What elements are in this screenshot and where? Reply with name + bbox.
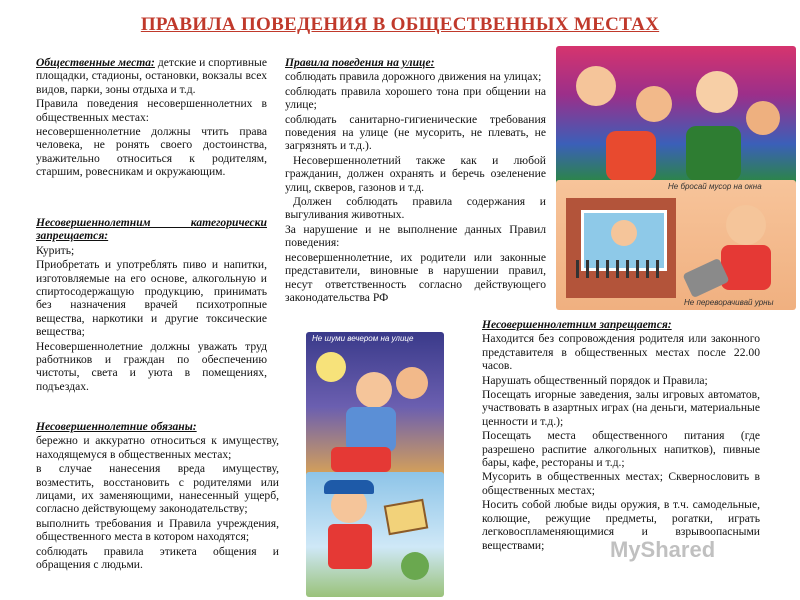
street-rules-heading: Правила поведения на улице:	[285, 56, 435, 69]
caption-trash: Не бросай мусор на окна	[668, 182, 762, 191]
rules-intro: Правила поведения несовершеннолетних в общественных местах:	[36, 97, 267, 124]
prohibition-item: Мусорить в общественных местах; Сквернословить в общественных местах;	[482, 470, 760, 497]
forbidden-section	[36, 216, 267, 394]
forbidden-item: Приобретать и употреблять пиво и напитки, изготовляемые на его основе, алкогольную и спиртосодержащую продукцию, принимать без назначения врачей психотропные вещества, наркотики и другие токсические вещества;	[36, 258, 267, 339]
boy-illustration	[306, 472, 444, 597]
caption-urns: Не переворачивай урны	[684, 298, 774, 307]
public-places-text: детские и спортивные площадки, стадионы, остановки, вокзалы всех видов, парки, зоны отдыха и т.д.	[36, 56, 267, 96]
caption-noise: Не шуми вечером на улице	[312, 334, 414, 343]
duty-item: соблюдать правила этикета общения и обращения с людьми.	[36, 544, 279, 572]
prohibition-item: Находится без сопровождения родителя или законного представителя в общественных местах после 22.00 часов.	[482, 332, 760, 373]
street-rule: Несовершеннолетний также как и любой гражданин, должен охранять и беречь озеленение улиц, скверов, газонов и т.д.	[285, 153, 546, 194]
window-illustration	[556, 180, 796, 310]
street-rule: соблюдать правила дорожного движения на улицах;	[285, 70, 542, 84]
crowd-illustration	[556, 46, 796, 186]
street-rule: соблюдать санитарно-гигиенические требования поведения на улице (не мусорить, не плевать, не загрязнять и т.д.).	[285, 112, 546, 153]
prohibition-item: Носить собой любые виды оружия, в т.ч. самодельные, колющие, режущие предметы, рогатки, играть легковоспламеняющимися и взрывоопасными веществами;	[482, 498, 760, 552]
forbidden-heading: Несовершеннолетним категорически запрещается:	[36, 216, 267, 243]
prohibitions-heading: Несовершеннолетним запрещается:	[482, 318, 672, 331]
duties-heading: Несовершеннолетние обязаны:	[36, 420, 197, 433]
forbidden-item: Несовершеннолетние должны уважать труд работников и граждан по обеспечению чистоты, света и уюта в помещениях, подъездах.	[36, 339, 267, 393]
street-rule: Должен соблюдать правила содержания и выгуливания животных.	[285, 195, 546, 222]
page-title: ПРАВИЛА ПОВЕДЕНИЯ В ОБЩЕСТВЕННЫХ МЕСТАХ	[140, 14, 660, 35]
street-rule: За нарушение и не выполнение данных Правил поведения:	[285, 222, 546, 250]
rules-respect: несовершеннолетние должны чтить права человека, не ронять своего достоинства, уважительно относиться к родителям, старшим, ровесникам и окружающим.	[36, 125, 267, 179]
prohibition-item: Посещать игорные заведения, залы игровых автоматов, участвовать в азартных играх (на деньги, материальные ценности и т.д.);	[482, 388, 760, 428]
prohibition-item: Нарушать общественный порядок и Правила;	[482, 373, 708, 387]
street-rules-section	[285, 56, 546, 305]
public-places-label: Общественные места:	[36, 56, 155, 69]
forbidden-item: Курить;	[36, 243, 75, 257]
prohibitions-section	[482, 318, 760, 553]
street-rule: соблюдать правила хорошего тона при общении на улице;	[285, 84, 546, 112]
duty-item: выполнить требования и Правила учреждения, общественного места в котором находятся;	[36, 516, 279, 544]
street-rule: несовершеннолетние, их родители или законные представители, виновные в нарушении правил, несут ответственность согласно действующего законодательства РФ	[285, 250, 546, 304]
duty-item: бережно и аккуратно относиться к имуществу, находящемуся в общественных местах;	[36, 434, 279, 461]
prohibition-item: Посещать места общественного питания (где разрешено распитие алкогольных напитков), пивные бары, кафе, рестораны и т.д.;	[482, 429, 760, 470]
duties-section	[36, 420, 279, 572]
music-illustration	[306, 332, 444, 482]
watermark: MyShared	[610, 537, 716, 562]
duty-item: в случае нанесения вреда имуществу, возместить, восстановить с родителями или лицами, их заменяющими, нанесенный ущерб, согласно действующему законодательству;	[36, 462, 279, 516]
public-places-section	[36, 56, 267, 180]
